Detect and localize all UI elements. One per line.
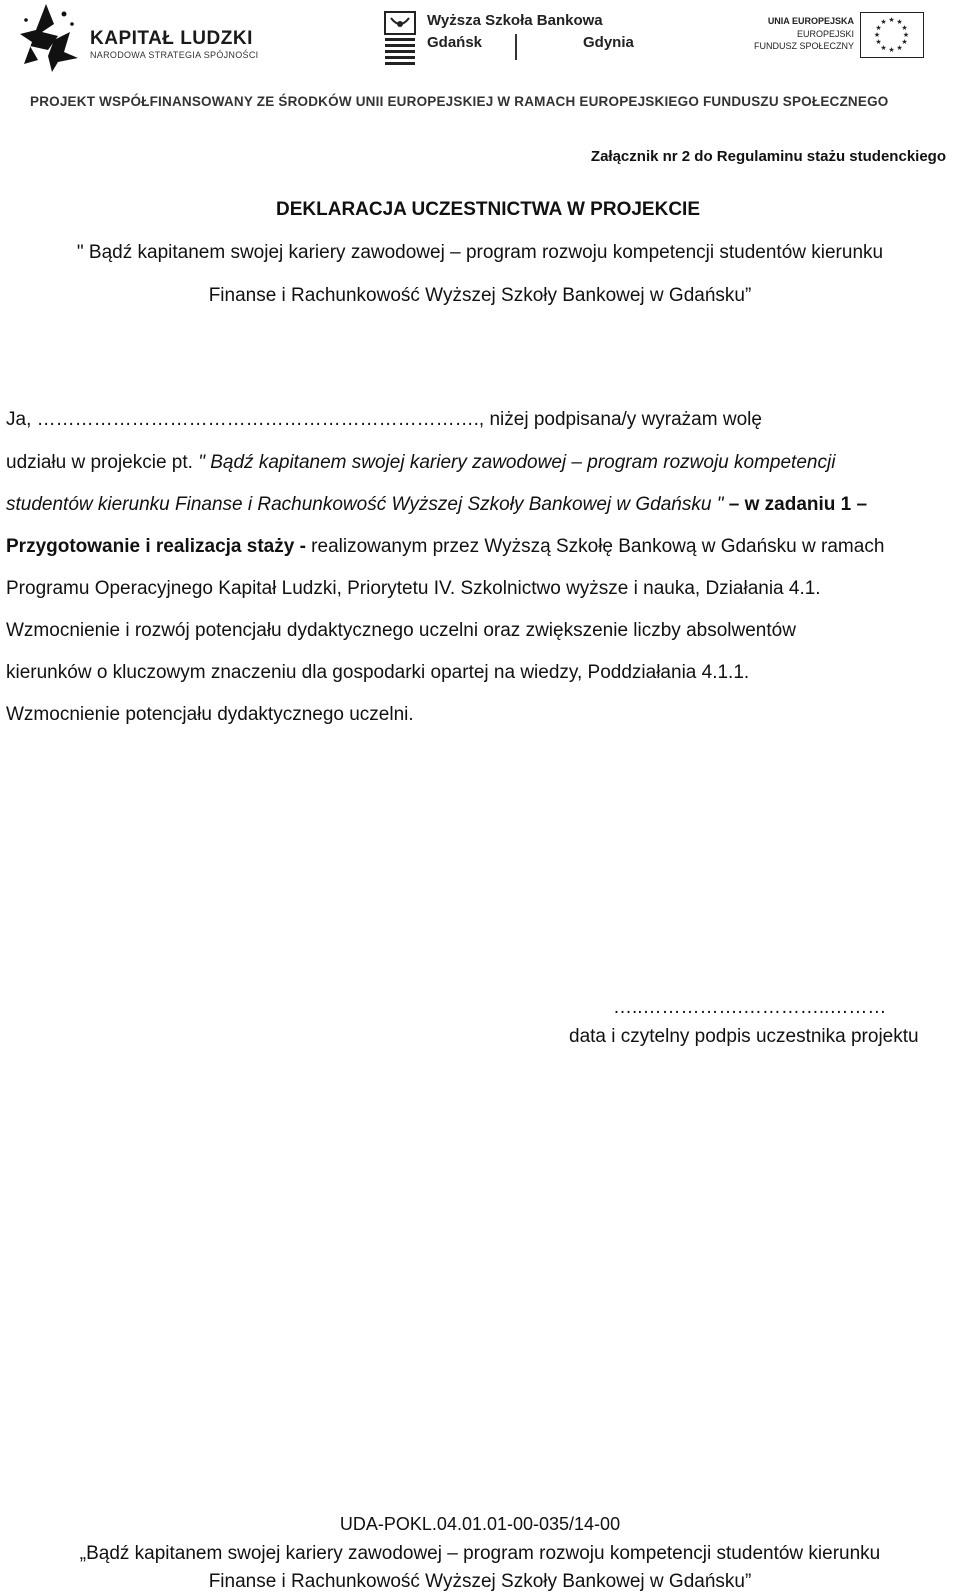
wsb-city-gdansk: Gdańsk — [427, 34, 483, 51]
body-line-8: Wzmocnienie potencjału dydaktycznego uczelni. — [6, 704, 414, 725]
eu-flag-icon — [860, 12, 924, 58]
body-line-5: Programu Operacyjnego Kapitał Ludzki, Priorytetu IV. Szkolnictwo wyższe i nauka, Działania 4.1. — [6, 578, 821, 599]
project-title-italic-2: studentów kierunku Finanse i Rachunkowość Wyższej Szkoły Bankowej w Gdańsku " — [6, 494, 724, 515]
svg-text:★: ★ — [875, 24, 882, 32]
kapital-ludzki-emblem-icon — [18, 2, 82, 72]
body-line-4-rest: realizowanym przez Wyższą Szkołę Bankową w Gdańsku w ramach — [311, 536, 885, 557]
svg-text:★: ★ — [875, 38, 882, 46]
svg-text:★: ★ — [896, 18, 903, 26]
project-name-line-1: " Bądź kapitanem swojej kariery zawodowej – program rozwoju kompetencji studentów kierunku — [76, 242, 884, 263]
body-line-1: Ja, ……………………………………………………………., niżej podpisana/y wyrażam wolę — [6, 409, 762, 430]
svg-text:★: ★ — [880, 18, 887, 26]
kapital-ludzki-subtitle: NARODOWA STRATEGIA SPÓJNOŚCI — [90, 50, 259, 60]
body-line-6: Wzmocnienie i rozwój potencjału dydaktycznego uczelni oraz zwiększenie liczby absolwentów — [6, 620, 796, 641]
footer-line-1: „Bądź kapitanem swojej kariery zawodowej – program rozwoju kompetencji studentów kierunku — [79, 1543, 881, 1564]
eu-fund-line2: FUNDUSZ SPOŁECZNY — [753, 41, 854, 51]
body-line-7: kierunków o kluczowym znaczeniu dla gospodarki opartej na wiedzy, Poddziałania 4.1.1. — [6, 662, 750, 683]
document-title: DEKLARACJA UCZESTNICTWA W PROJEKCIE — [276, 199, 700, 220]
svg-text:★: ★ — [901, 24, 908, 32]
annex-label: Załącznik nr 2 do Regulaminu stażu studenckiego — [590, 148, 946, 165]
wsb-seal-icon — [383, 10, 417, 66]
svg-text:★: ★ — [901, 38, 908, 46]
kapital-ludzki-title: KAPITAŁ LUDZKI — [90, 28, 253, 49]
signature-line: …..…………….…………..……… — [613, 997, 887, 1018]
svg-text:★: ★ — [896, 44, 903, 52]
eu-logo — [752, 10, 932, 66]
project-name-line-2: Finanse i Rachunkowość Wyższej Szkoły Bankowej w Gdańsku” — [208, 285, 752, 306]
task-name: Przygotowanie i realizacja staży - — [6, 536, 312, 557]
eu-fund-line1: EUROPEJSKI — [796, 29, 854, 39]
svg-text:★: ★ — [880, 44, 887, 52]
body-line-2 — [6, 452, 835, 474]
wsb-city-gdynia: Gdynia — [583, 34, 634, 51]
wsb-logo — [383, 10, 643, 68]
svg-text:★: ★ — [873, 31, 881, 39]
svg-text:★: ★ — [888, 16, 895, 24]
task-label: – w zadaniu 1 – — [723, 494, 868, 515]
svg-text:★: ★ — [902, 31, 910, 39]
eu-title: UNIA EUROPEJSKA — [767, 16, 854, 26]
kapital-ludzki-logo — [18, 2, 268, 74]
wsb-divider — [515, 34, 517, 60]
body-line-4 — [6, 536, 884, 558]
wsb-name: Wyższa Szkoła Bankowa — [427, 12, 603, 29]
footer-line-2: Finanse i Rachunkowość Wyższej Szkoły Bankowej w Gdańsku” — [208, 1571, 752, 1592]
body-line-3 — [6, 494, 867, 516]
project-title-italic-1: " Bądź kapitanem swojej kariery zawodowej – program rozwoju kompetencji — [198, 452, 836, 473]
body-line-2-lead: udziału w projekcie pt. — [6, 452, 199, 473]
signature-caption: data i czytelny podpis uczestnika projektu — [569, 1026, 919, 1047]
svg-text:★: ★ — [888, 46, 895, 54]
cofinancing-banner: PROJEKT WSPÓŁFINANSOWANY ZE ŚRODKÓW UNII EUROPEJSKIEJ W RAMACH EUROPEJSKIEGO FUNDUSZU SPOŁECZNEGO — [30, 94, 889, 109]
project-code: UDA-POKL.04.01.01-00-035/14-00 — [339, 1514, 621, 1534]
